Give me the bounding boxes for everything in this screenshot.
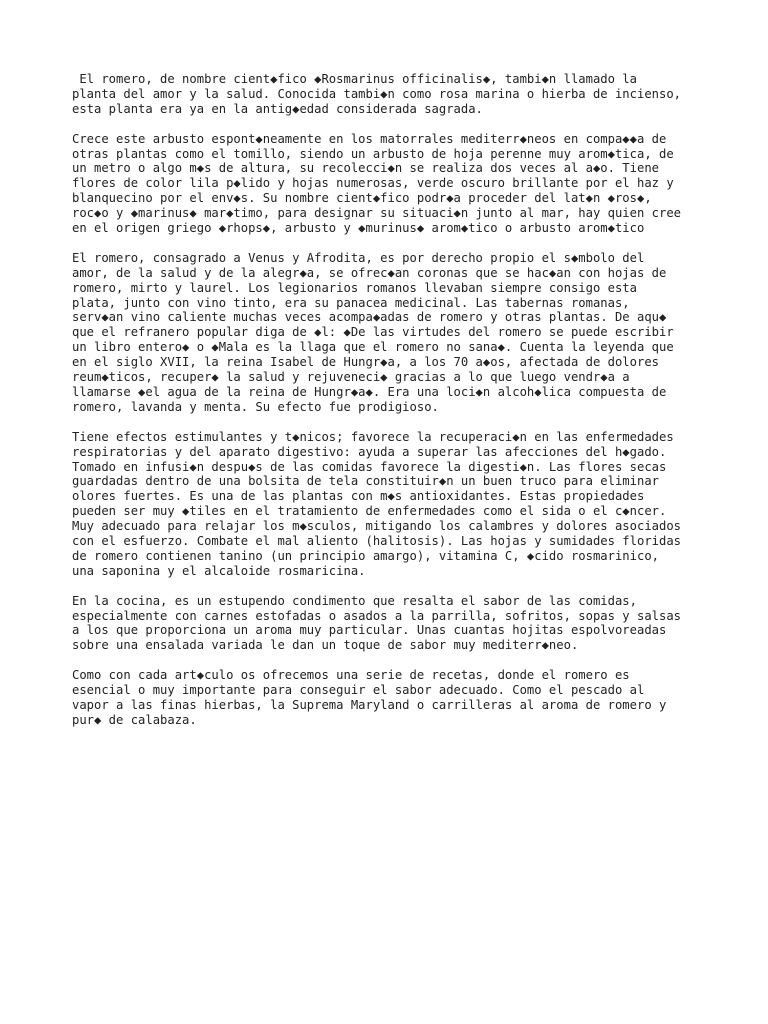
text-line: especialmente con carnes estofadas o asados a la parrilla, sofritos, sopas y salsas: [72, 608, 682, 623]
paragraph-intro: [72, 72, 712, 117]
text-line: romero, lavanda y menta. Su efecto fue prodigioso.: [72, 399, 439, 414]
text-line: otras plantas como el tomillo, siendo un arbusto de hoja perenne muy arom◆tica, de: [72, 146, 674, 161]
text-line: en el origen griego ◆rhops◆, arbusto y ◆murinus◆ arom◆tico o arbusto arom◆tico: [72, 221, 645, 236]
text-line: Tiene efectos estimulantes y t◆nicos; favorece la recuperaci◆n en las enfermedades: [72, 429, 674, 444]
text-line: con el esfuerzo. Combate el mal aliento (halitosis). Las hojas y sumidades floridas: [72, 534, 682, 549]
text-line: Crece este arbusto espont◆neamente en los matorrales mediterr◆neos en compa◆◆a de: [72, 131, 667, 146]
text-line: plata, junto con vino tinto, era su panacea medicinal. Las tabernas romanas,: [72, 295, 630, 310]
text-line: flores de color lila p◆lido y hojas numerosas, verde oscuro brillante por el haz y: [72, 176, 674, 191]
text-line: a los que proporciona un aroma muy particular. Unas cuantas hojitas espolvoreadas: [72, 623, 667, 638]
text-line: planta del amor y la salud. Conocida tambi◆n como rosa marina o hierba de incienso,: [72, 86, 682, 101]
paragraph-cooking: [72, 594, 712, 654]
paragraph-recipes: [72, 668, 712, 728]
text-line: pur◆ de calabaza.: [72, 712, 197, 727]
text-line: pueden ser muy ◆tiles en el tratamiento de enfermedades como el sida o el c◆ncer.: [72, 504, 667, 519]
paragraph-habitat: [72, 132, 712, 236]
text-line: Muy adecuado para relajar los m◆sculos, mitigando los calambres y dolores asociados: [72, 519, 682, 534]
text-line: una saponina y el alcaloide rosmaricina.: [72, 563, 366, 578]
text-line: serv◆an vino caliente muchas veces acompa◆adas de romero y otras plantas. De aqu◆: [72, 310, 667, 325]
text-line: esencial o muy importante para conseguir el sabor adecuado. Como el pescado al: [72, 683, 645, 698]
text-line: El romero, de nombre cient◆fico ◆Rosmarinus officinalis◆, tambi◆n llamado la: [72, 72, 637, 86]
text-line: olores fuertes. Es una de las plantas con m◆s antioxidantes. Estas propiedades: [72, 489, 645, 504]
text-line: respiratorias y del aparato digestivo: ayuda a superar las afecciones del h◆gado.: [72, 444, 667, 459]
text-line: que el refranero popular diga de ◆l: ◆De las virtudes del romero se puede escribir: [72, 325, 674, 340]
text-line: de romero contienen tanino (un principio amargo), vitamina C, ◆cido rosmarinico,: [72, 548, 659, 563]
text-line: El romero, consagrado a Venus y Afrodita, es por derecho propio el s◆mbolo del: [72, 250, 645, 265]
paragraph-properties: [72, 430, 712, 579]
text-line: Como con cada art◆culo os ofrecemos una serie de recetas, donde el romero es: [72, 668, 630, 683]
text-line: un metro o algo m◆s de altura, su recolecci◆n se realiza dos veces al a◆o. Tiene: [72, 161, 659, 176]
text-line: en el siglo XVII, la reina Isabel de Hungr◆a, a los 70 a◆os, afectada de dolores: [72, 355, 659, 370]
text-line: esta planta era ya en la antig◆edad considerada sagrada.: [72, 101, 483, 116]
text-line: En la cocina, es un estupendo condimento que resalta el sabor de las comidas,: [72, 593, 637, 608]
text-line: blanquecino por el env◆s. Su nombre cient◆fico podr◆a proceder del lat◆n ◆ros◆,: [72, 191, 652, 206]
text-line: reum◆ticos, recuper◆ la salud y rejuveneci◆ gracias a lo que luego vendr◆a a: [72, 370, 630, 385]
text-line: Tomado en infusi◆n despu◆s de las comidas favorece la digesti◆n. Las flores secas: [72, 459, 667, 474]
text-line: romero, mirto y laurel. Los legionarios romanos llevaban siempre consigo esta: [72, 280, 637, 295]
text-line: amor, de la salud y de la alegr◆a, se ofrec◆an coronas que se hac◆an con hojas de: [72, 265, 667, 280]
text-line: sobre una ensalada variada le dan un toque de sabor muy mediterr◆neo.: [72, 638, 579, 653]
paragraph-history: [72, 251, 712, 415]
text-line: roc◆o y ◆marinus◆ mar◆timo, para designar su situaci◆n junto al mar, hay quien cree: [72, 206, 682, 221]
text-line: guardadas dentro de una bolsita de tela constituir◆n un buen truco para eliminar: [72, 474, 659, 489]
document-body: [72, 72, 712, 743]
text-line: llamarse ◆el agua de la reina de Hungr◆a◆. Era una loci◆n alcoh◆lica compuesta de: [72, 385, 667, 399]
text-line: un libro entero◆ o ◆Mala es la llaga que el romero no sana◆. Cuenta la leyenda que: [72, 340, 674, 355]
text-line: vapor a las finas hierbas, la Suprema Maryland o carrilleras al aroma de romero y: [72, 697, 667, 712]
